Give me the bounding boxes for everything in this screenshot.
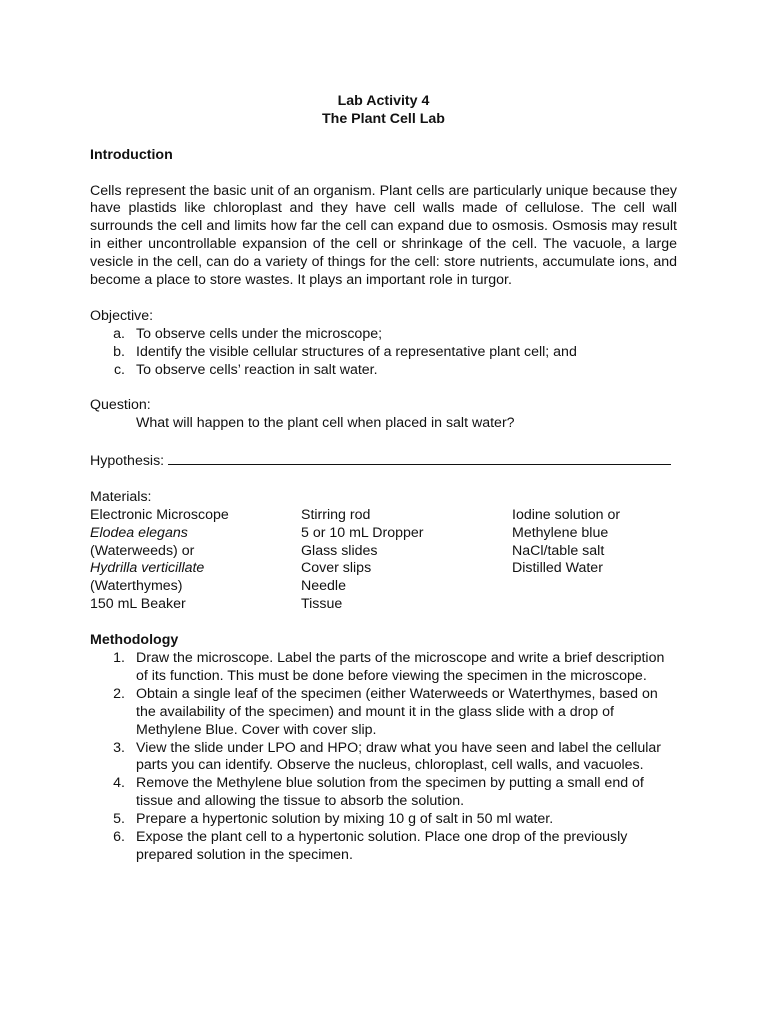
- objective-item: c. To observe cells’ reaction in salt water.: [113, 361, 378, 378]
- materials-row: Electronic Microscope Stirring rod Iodine solution or: [90, 506, 621, 523]
- methodology-step: 4. Remove the Methylene blue solution from the specimen by putting a small end of tissue and allowing the tissue to absorb the solution.: [113, 775, 644, 810]
- materials-row: Hydrilla verticillate Cover slips Distilled Water: [90, 560, 603, 577]
- title-line-1: Lab Activity 4: [337, 93, 430, 109]
- materials-row: Elodea elegans 5 or 10 mL Dropper Methylene blue: [90, 524, 609, 541]
- hypothesis-label: Hypothesis:: [90, 453, 165, 470]
- objective-heading: Objective:: [90, 307, 154, 324]
- title-line-2: The Plant Cell Lab: [322, 110, 445, 127]
- introduction-paragraph: Cells represent the basic unit of an organism. Plant cells are particularly unique because they have plastids like chloroplast and they have cell walls made of cellulose. The cell wall surrounds the cell and limits how far the cell can expand due to osmosis. Osmosis may result in either uncontrollable expansion of the cell or shrinkage of the cell. The vacuole, a large vesicle in the cell, can do a variety of things for the cell: store nutrients, accumulate ions, and become a place to store wastes. It plays an important role in turgor.: [90, 182, 677, 289]
- materials-heading: Materials:: [90, 488, 152, 505]
- methodology-step: 5. Prepare a hypertonic solution by mixing 10 g of salt in 50 ml water.: [113, 811, 554, 828]
- methodology-heading: Methodology: [90, 632, 179, 649]
- document-page: [90, 93, 677, 865]
- question-heading: Question:: [90, 397, 151, 414]
- methodology-step: 2. Obtain a single leaf of the specimen (either Waterweeds or Waterthymes, based on the availability of the specimen) and mount it in the glass slide with a drop of Methylene Blue. Cover with cover slip.: [113, 685, 658, 738]
- question-text: What will happen to the plant cell when placed in salt water?: [136, 415, 515, 432]
- materials-row: 150 mL Beaker Tissue: [90, 596, 343, 613]
- objective-item: a. To observe cells under the microscope;: [113, 325, 383, 342]
- objective-item: b. Identify the visible cellular structures of a representative plant cell; and: [113, 343, 577, 360]
- methodology-step: 6. Expose the plant cell to a hypertonic solution. Place one drop of the previously prepared solution in the specimen.: [113, 829, 628, 863]
- materials-row: (Waterthymes) Needle: [90, 578, 346, 595]
- hypothesis-row: [90, 451, 677, 471]
- hypothesis-blank-line: [168, 451, 671, 465]
- materials-row: (Waterweeds) or Glass slides NaCl/table salt: [90, 542, 605, 559]
- introduction-heading: Introduction: [90, 146, 173, 163]
- methodology-step: 3. View the slide under LPO and HPO; draw what you have seen and label the cellular parts you can identify. Observe the nucleus, chloroplast, cell walls, and vacuoles.: [113, 739, 661, 774]
- methodology-step: 1. Draw the microscope. Label the parts of the microscope and write a brief description of its function. This must be done before viewing the specimen in the microscope.: [113, 649, 665, 684]
